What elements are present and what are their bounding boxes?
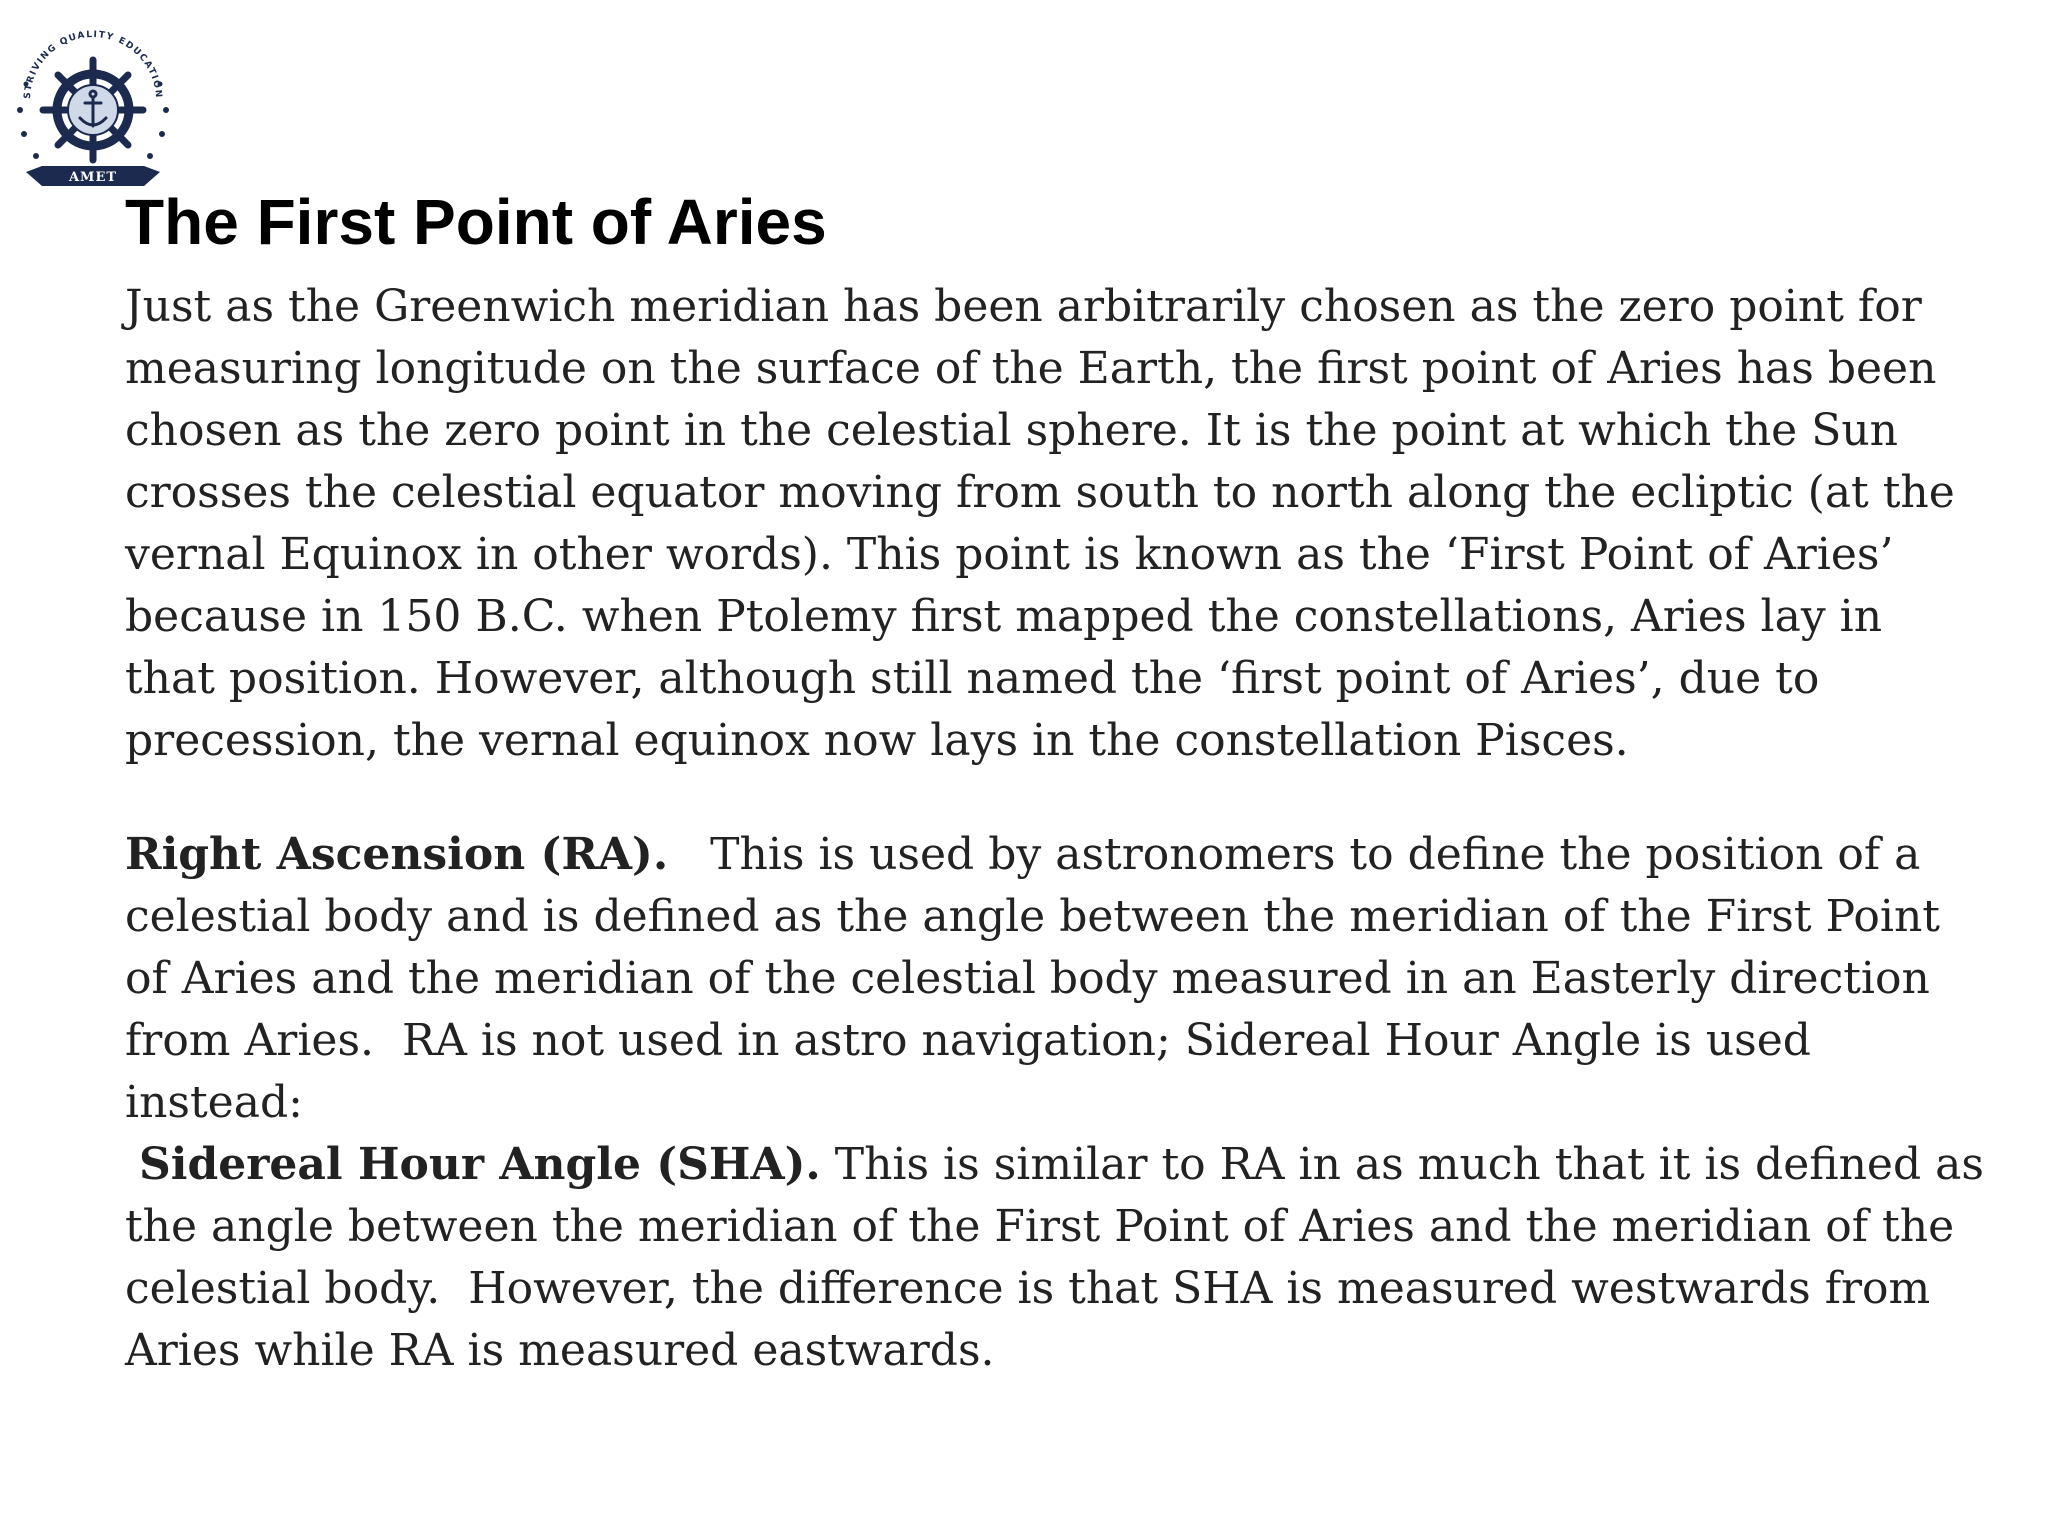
aries-paragraph: Just as the Greenwich meridian has been arbitrarily chosen as the zero point for measuring longitude on the surface of the Earth, the first point of Aries has been chosen as the zero point in the celestial sphere. It is the point at which the Sun crosses the celestial equator moving from south to north along the ecliptic (at the vernal Equinox in other words). This point is known as the ‘First Point of Aries’ because in 150 B.C. when Ptolemy first mapped the constellations, Aries lay in that position. However, although still named the ‘first point of Aries’, due to precession, the vernal equinox now lays in the constellation Pisces. <box>125 281 1955 766</box>
right-ascension-paragraph <box>125 824 1998 1382</box>
amet-logo <box>8 22 178 192</box>
sidereal-hour-angle-term: Sidereal Hour Angle (SHA). <box>139 1139 821 1190</box>
slide-title: The First Point of Aries <box>125 186 827 258</box>
slide-body <box>125 276 1998 1382</box>
logo-banner-text: AMET <box>68 170 118 185</box>
right-ascension-text: This is used by astronomers to define the position of a celestial body and is defined as the angle between the meridian of the First Point of Aries and the meridian of the celestial body measured in an Easterly direction from Aries. RA is not used in astro navigation; Sidereal Hour Angle is used instead: <box>125 829 1954 1128</box>
right-ascension-term: Right Ascension (RA). <box>125 829 669 880</box>
ships-wheel-icon <box>8 22 178 192</box>
svg-text:STRIVING QUALITY EDUCATION: STRIVING QUALITY EDUCATION <box>22 29 164 100</box>
sidereal-hour-angle-text: This is similar to RA in as much that it is defined as the angle between the meridian of the First Point of Aries and the meridian of the celestial body. However, the difference is that SHA is measured westwards from Aries while RA is measured eastwards. <box>125 1139 1998 1376</box>
